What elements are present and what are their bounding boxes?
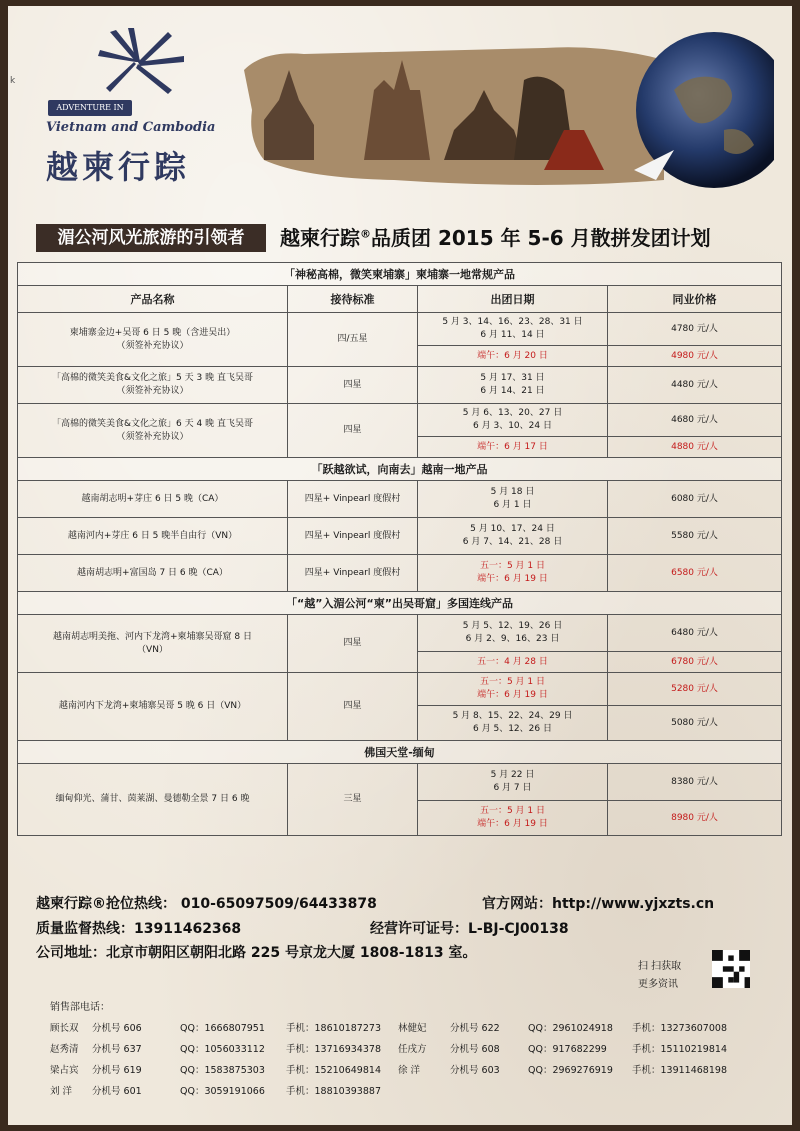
- dates: 五一：5 月 1 日 端午：6 月 19 日: [418, 555, 608, 592]
- price: 8380 元/人: [608, 764, 782, 801]
- product-name: 越南胡志明+芽庄 6 日 5 晚（CA）: [18, 481, 288, 518]
- table-row: [18, 367, 782, 404]
- title-reg: ®: [360, 227, 371, 241]
- logo-mark-icon: [88, 26, 188, 98]
- contact-name: 梁占宾: [50, 1065, 79, 1076]
- contact-qq: QQ：917682299: [528, 1044, 607, 1055]
- section-title: 佛国天堂-缅甸: [18, 741, 782, 764]
- standard: 四星: [288, 404, 418, 458]
- contact-name: 刘 洋: [50, 1086, 73, 1097]
- dates: 5 月 8、15、22、24、29 日 6 月 5、12、26 日: [418, 706, 608, 741]
- price: 4880 元/人: [608, 437, 782, 458]
- product-name: 越南河内下龙湾+柬埔寨吴哥 5 晚 6 日（VN）: [18, 673, 288, 741]
- standard: 四星: [288, 673, 418, 741]
- logo-subtitle: Vietnam and Cambodia: [46, 120, 216, 135]
- section-title: 「神秘高棉，微笑柬埔寨」柬埔寨一地常规产品: [18, 263, 782, 286]
- standard: 三星: [288, 764, 418, 836]
- standard: 四星: [288, 615, 418, 673]
- contact-ext: 分机号 601: [92, 1086, 142, 1097]
- section-title: 「跃越欲试，向南去」越南一地产品: [18, 458, 782, 481]
- logo-badge: ADVENTURE IN: [48, 100, 132, 116]
- standard: 四星+ Vinpearl 度假村: [288, 518, 418, 555]
- price: 6780 元/人: [608, 652, 782, 673]
- contact-name: 顾长双: [50, 1023, 79, 1034]
- standard: 四星+ Vinpearl 度假村: [288, 481, 418, 518]
- header-cell: 产品名称: [18, 286, 288, 313]
- dates: 五一：5 月 1 日 端午：6 月 19 日: [418, 801, 608, 836]
- supervision-hotline: 质量监督热线：13911462368: [36, 921, 242, 937]
- price: 6080 元/人: [608, 481, 782, 518]
- contact-qq: QQ：1056033112: [180, 1044, 265, 1055]
- price: 4480 元/人: [608, 367, 782, 404]
- contact-name: 林健妃: [398, 1023, 427, 1034]
- page-title: [280, 222, 711, 251]
- dates: 端午：6 月 17 日: [418, 437, 608, 458]
- section-row: [18, 741, 782, 764]
- dates: 5 月 10、17、24 日 6 月 7、14、21、28 日: [418, 518, 608, 555]
- header-cell: 出团日期: [418, 286, 608, 313]
- table-row: [18, 764, 782, 801]
- section-row: [18, 458, 782, 481]
- license-number: 经营许可证号：L-BJ-CJ00138: [370, 921, 569, 937]
- product-name: 柬埔寨金边+吴哥 6 日 5 晚（含进吴出） （须签补充协议）: [18, 313, 288, 367]
- contact-ext: 分机号 606: [92, 1023, 142, 1034]
- dates: 5 月 6、13、20、27 日 6 月 3、10、24 日: [418, 404, 608, 437]
- logo-name: 越柬行踪: [46, 148, 191, 186]
- tagline: 湄公河风光旅游的引领者: [36, 224, 266, 252]
- contact-ext: 分机号 608: [450, 1044, 500, 1055]
- price: 4780 元/人: [608, 313, 782, 346]
- product-name: 缅甸仰光、蒲甘、茵莱湖、曼德勒全景 7 日 6 晚: [18, 764, 288, 836]
- product-name: 越南胡志明美拖、河内下龙湾+柬埔寨吴哥窟 8 日 （VN）: [18, 615, 288, 673]
- dates: 5 月 18 日 6 月 1 日: [418, 481, 608, 518]
- contact-qq: QQ：1583875303: [180, 1065, 265, 1076]
- table-row: [18, 518, 782, 555]
- price: 4980 元/人: [608, 346, 782, 367]
- table-row: [18, 313, 782, 346]
- qr-code-icon: [712, 950, 750, 988]
- section-title: 「“越”入湄公河“柬”出吴哥窟」多国连线产品: [18, 592, 782, 615]
- dates: 5 月 22 日 6 月 7 日: [418, 764, 608, 801]
- table-row: [18, 615, 782, 652]
- scan-prompt: 扫 扫获取 更多资讯: [638, 961, 682, 990]
- contact-mobile: 手机：15210649814: [286, 1065, 381, 1076]
- contact-qq: QQ：2961024918: [528, 1023, 613, 1034]
- header-cell: 接待标准: [288, 286, 418, 313]
- contact-qq: QQ：1666807951: [180, 1023, 265, 1034]
- price: 5580 元/人: [608, 518, 782, 555]
- contact-ext: 分机号 619: [92, 1065, 142, 1076]
- contact-mobile: 手机：13911468198: [632, 1065, 727, 1076]
- contact-mobile: 手机：18810393887: [286, 1086, 381, 1097]
- website-link[interactable]: 官方网站：http://www.yjxzts.cn: [482, 896, 715, 912]
- dates: 5 月 5、12、19、26 日 6 月 2、9、16、23 日: [418, 615, 608, 652]
- dates: 五一：4 月 28 日: [418, 652, 608, 673]
- contact-mobile: 手机：13273607008: [632, 1023, 727, 1034]
- sales-label: 销售部电话：: [50, 1002, 110, 1013]
- price: 5080 元/人: [608, 706, 782, 741]
- contact-qq: QQ：2969276919: [528, 1065, 613, 1076]
- corner-mark: k: [10, 76, 16, 86]
- dates: 端午：6 月 20 日: [418, 346, 608, 367]
- table-row: [18, 673, 782, 706]
- section-row: [18, 263, 782, 286]
- contact-name: 徐 洋: [398, 1065, 421, 1076]
- contact-name: 赵秀清: [50, 1044, 79, 1055]
- price: 6580 元/人: [608, 555, 782, 592]
- contact-name: 任戌方: [398, 1044, 427, 1055]
- header-row: [18, 286, 782, 313]
- contact-ext: 分机号 637: [92, 1044, 142, 1055]
- standard: 四星: [288, 367, 418, 404]
- dates: 5 月 3、14、16、23、28、31 日 6 月 11、14 日: [418, 313, 608, 346]
- company-address: 公司地址：北京市朝阳区朝阳北路 225 号京龙大厦 1808-1813 室。: [36, 945, 477, 961]
- standard: 四/五星: [288, 313, 418, 367]
- table-row: [18, 555, 782, 592]
- contact-mobile: 手机：13716934378: [286, 1044, 381, 1055]
- contact-mobile: 手机：15110219814: [632, 1044, 727, 1055]
- contact-mobile: 手机：18610187273: [286, 1023, 381, 1034]
- title-brand: 越柬行踪: [280, 226, 360, 250]
- title-rest: 品质团 2015 年 5-6 月散拼发团计划: [371, 226, 711, 250]
- price: 8980 元/人: [608, 801, 782, 836]
- price: 4680 元/人: [608, 404, 782, 437]
- price: 6480 元/人: [608, 615, 782, 652]
- dates: 5 月 17、31 日 6 月 14、21 日: [418, 367, 608, 404]
- table-row: [18, 404, 782, 437]
- price: 5280 元/人: [608, 673, 782, 706]
- table-row: [18, 481, 782, 518]
- product-name: 「高棉的微笑美食&文化之旅」6 天 4 晚 直飞吴哥 （须签补充协议）: [18, 404, 288, 458]
- contact-ext: 分机号 603: [450, 1065, 500, 1076]
- section-row: [18, 592, 782, 615]
- contact-ext: 分机号 622: [450, 1023, 500, 1034]
- header-cell: 同业价格: [608, 286, 782, 313]
- product-name: 越南胡志明+富国岛 7 日 6 晚（CA）: [18, 555, 288, 592]
- standard: 四星+ Vinpearl 度假村: [288, 555, 418, 592]
- tour-schedule-table: [17, 262, 782, 836]
- banner-collage: [244, 30, 774, 190]
- product-name: 「高棉的微笑美食&文化之旅」5 天 3 晚 直飞吴哥 （须签补充协议）: [18, 367, 288, 404]
- contact-qq: QQ：3059191066: [180, 1086, 265, 1097]
- product-name: 越南河内+芽庄 6 日 5 晚半自由行（VN）: [18, 518, 288, 555]
- dates: 五一：5 月 1 日 端午：6 月 19 日: [418, 673, 608, 706]
- hotline: 越柬行踪®抢位热线： 010-65097509/64433878: [36, 896, 377, 912]
- logo: [44, 26, 216, 186]
